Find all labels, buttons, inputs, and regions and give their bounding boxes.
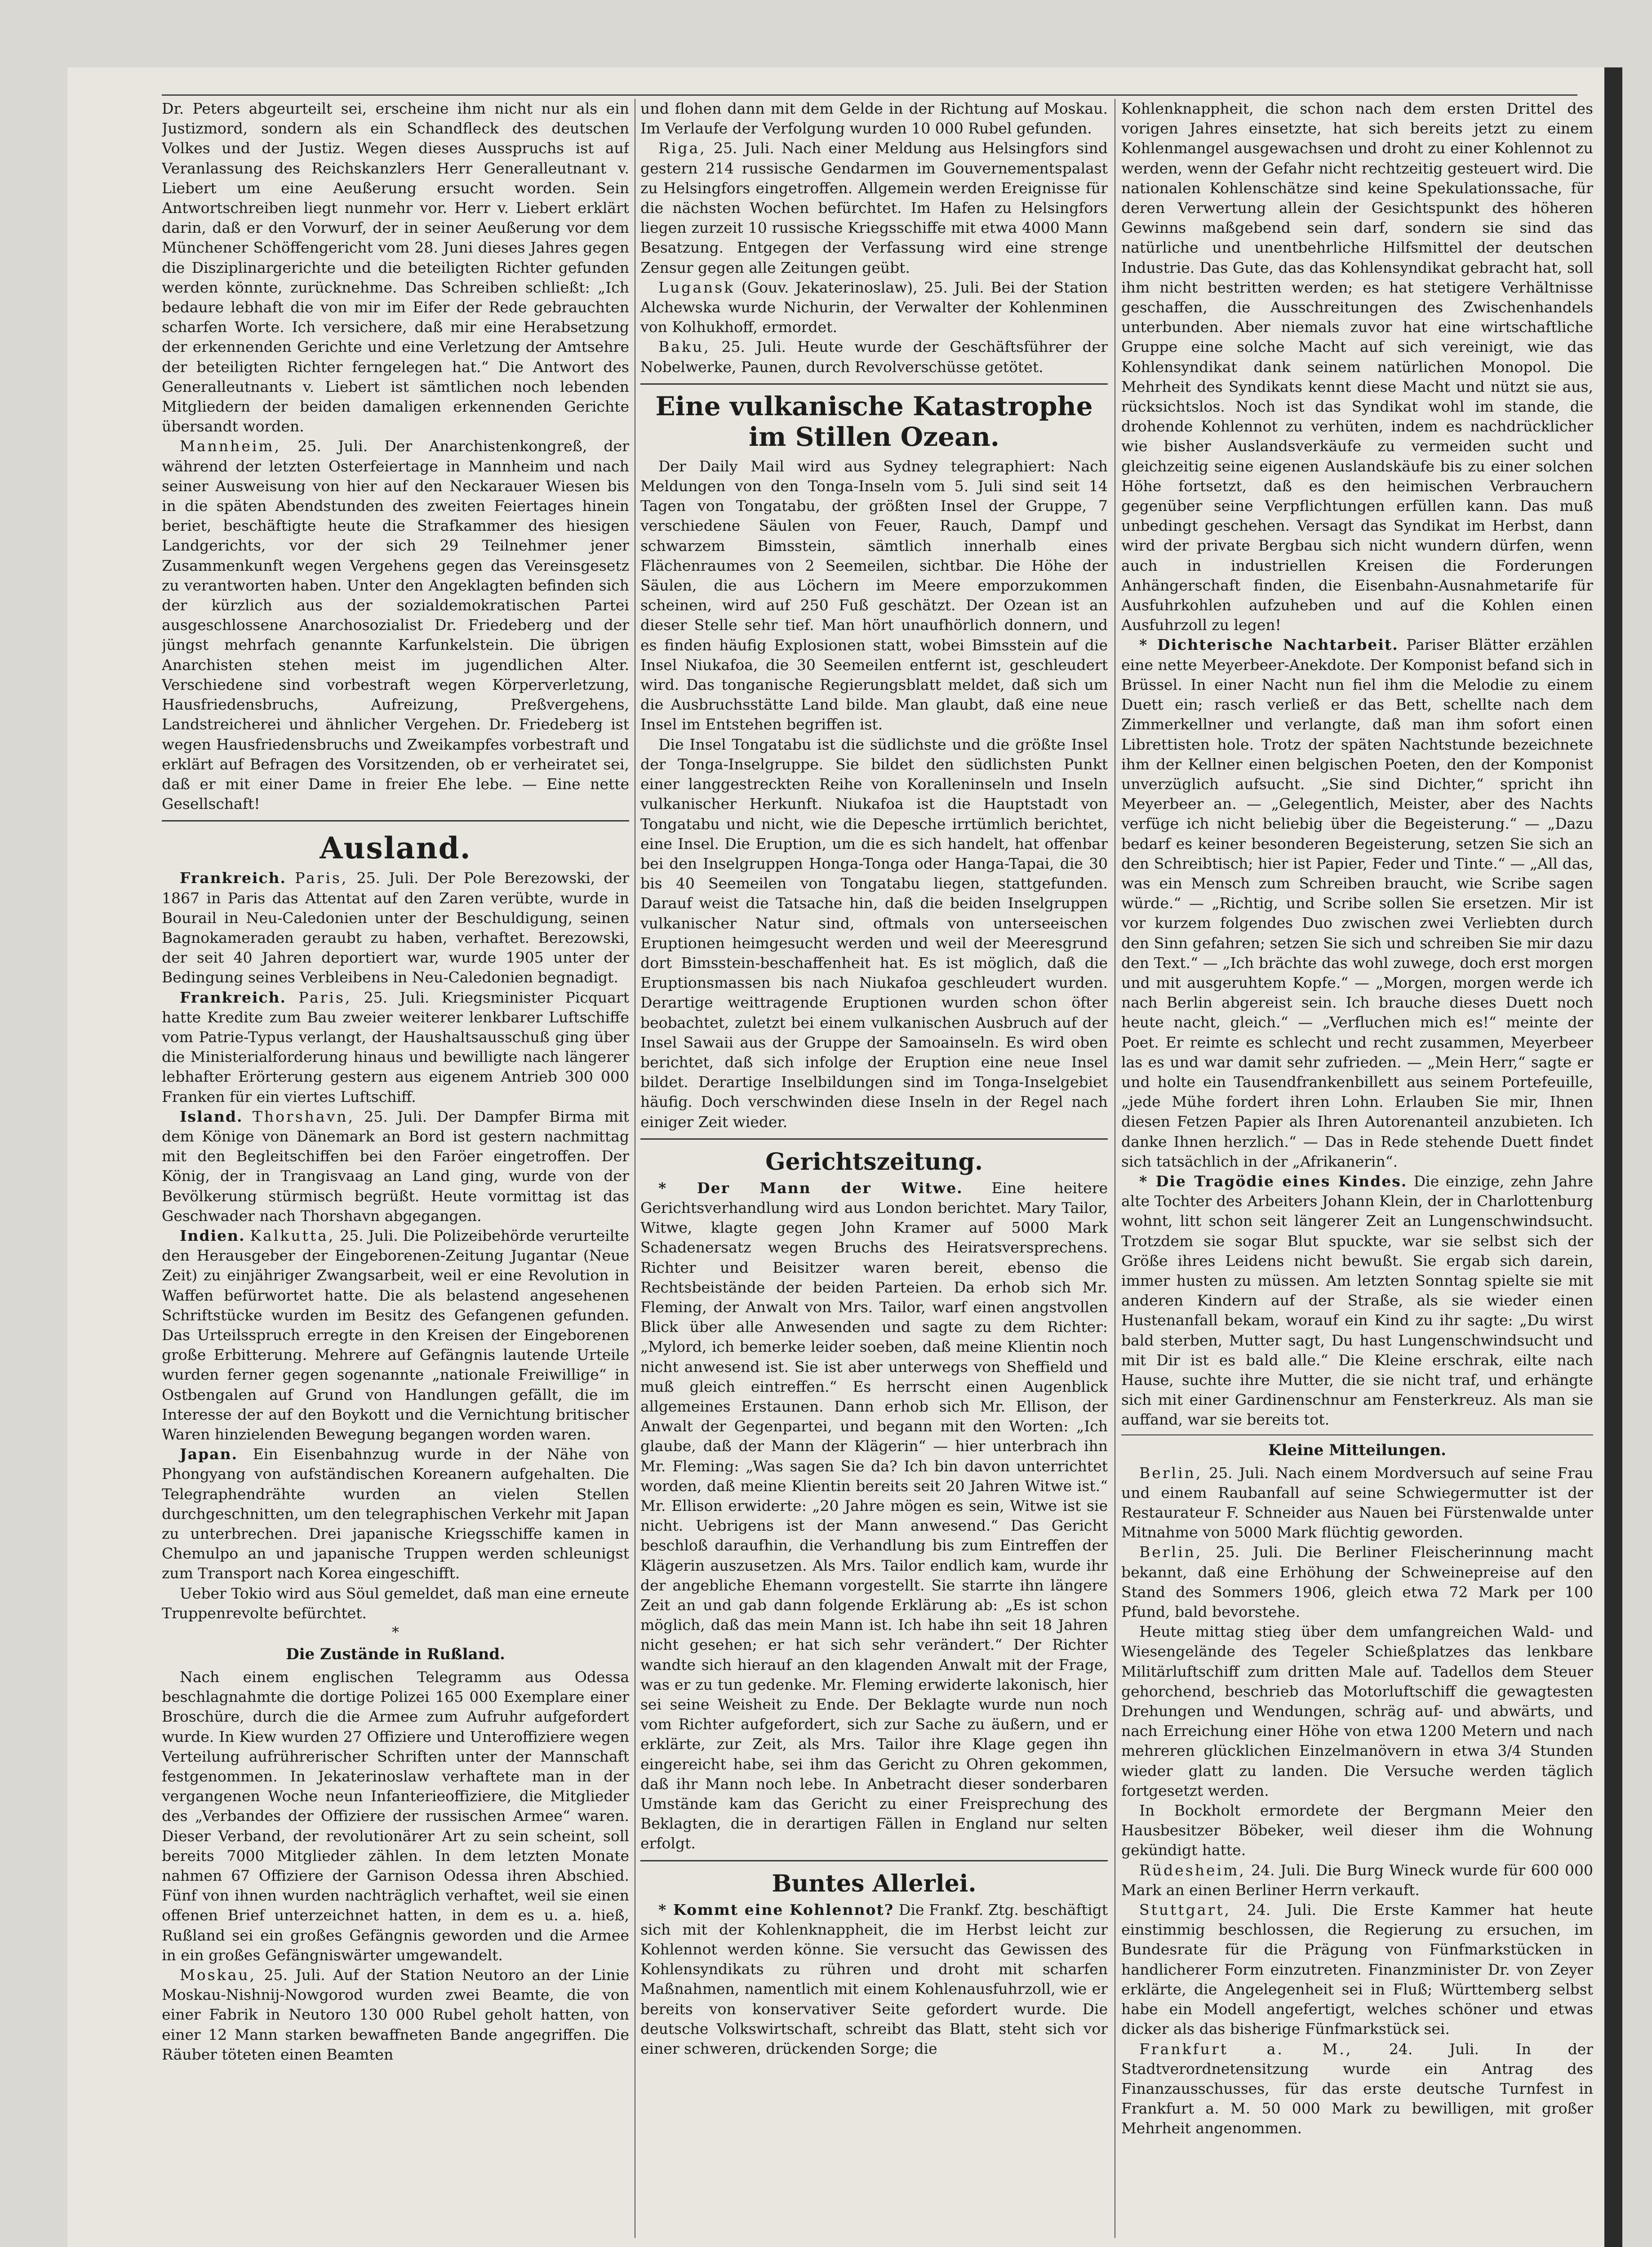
dateline: Paris, [298,988,352,1006]
news-item [162,1107,629,1226]
dateline: Paris, [295,869,348,887]
news-item: und flohen dann mit dem Gelde in der Richtung auf Moskau. Im Verlaufe der Verfolgung wurden 10 000 Rubel gefunden. [640,100,1108,138]
news-item: In Bockholt ermordete der Bergmann Meier den Hausbesitzer Böbeker, weil dieser ihm die Wohnung gekündigt hatte. [1121,1802,1593,1859]
article-text: Die einzige, zehn Jahre alte Tochter des Arbeiters Johann Klein, der in Charlottenburg wohnt, litt schon seit längerer Zeit an Lungenschwindsucht. Trotzdem sie sogar Blut spuckte, war sie selbst sich der Größe ihres Leidens nicht bewußt. Sie ergab sich darein, immer husten zu müssen. Am letzten Sonntag spielte sie mit anderen Kindern auf der Straße, als sie wieder einen Hustenanfall bekam, worauf ein Kind zu ihr sagte: „Du wirst bald sterben, Mutter sagt, Du hast Lungenschwindsucht und mit Dir ist es bald alle.“ Die Kleine erschrak, eilte nach Hause, suchte ihre Mutter, die sie nicht traf, und erhängte sich mit einer Gardinenschnur am Fensterkreuz. Als man sie auffand, war sie bereits tot. [1121,1172,1593,1429]
column-2 [640,99,1108,2059]
news-item [162,1444,629,1583]
news-item [640,278,1108,337]
news-item [162,1226,629,1444]
article-text: 24. Juli. Die Burg Wineck wurde für 600 000 Mark an einen Berliner Herrn verkauft. [1121,1861,1593,1899]
dateline: Berlin, [1139,1464,1203,1482]
article-text: 25. Juli. Kriegsminister Picquart hatte Kredite zum Bau zweier weiterer lenkbarer Luftschiffe vom Patrie-Typus verlangt, der Haushaltsausschuß ging über die Ministerialforderung hinaus und bewilligte nach längerer lebhafter Erörterung gestern aus eigenem Antrieb 300 000 Franken für ein viertes Luftschiff. [162,988,629,1106]
section-rule [640,1860,1108,1861]
dateline: Lugansk [658,278,735,296]
news-item [1121,2039,1593,2139]
news-item [162,988,629,1107]
section-rule [640,1138,1108,1140]
article-title: * Dichterische Nachtarbeit. [1139,636,1399,654]
article-text: Pariser Blätter erzählen eine nette Meyerbeer-Anekdote. Der Komponist befand sich in Brüssel. In einer Nacht nun fiel ihm die Melodie zu einem Duett ein; rasch verließ er das Bett, schellte nach dem Zimmerkellner und verlangte, daß man ihm sofort einen Librettisten hole. Trotz der späten Nachtstunde bezeichnete ihm der Kellner einen belgischen Poeten, den der Komponist unverzüglich aufsucht. „Sie sind Dichter,“ spricht ihn Meyerbeer an. — „Gelegentlich, Meister, aber des Nachts verfüge ich nicht beliebig über die Begeisterung.“ — „Dazu bedarf es keiner besonderen Begeisterung, setzen Sie sich an den Schreibtisch; hier ist Papier, Feder und Tinte.“ — „All das, was ein Mensch zum Schreiben braucht, wie Scribe sagen würde.“ — „Richtig, und Scribe sollen Sie ersetzen. Mir ist vor kurzem folgendes Duo zwischen zwei Verliebten durch den Sinn gefahren; setzen Sie sich und schreiben Sie mir dazu den Text.“ — „Ich brächte das wohl zuwege, doch erst morgen und mit ausgeruhtem Kopfe.“ — „Morgen, morgen werde ich nach Berlin abgereist sein. Ich brauche dieses Duett noch heute nacht, gleich.“ — „Verfluchen mich es!“ meinte der Poet. Er reimte es schlecht und recht zusammen, Meyerbeer las es und war damit sehr zufrieden. — „Mein Herr,“ sagte er und holte ein Tausendfrankenbillett aus seinem Portefeuille, „jede Mühe fordert ihren Lohn. Erlauben Sie mir, Ihnen diesen Fetzen Papier als Ihren Autorenanteil anzubieten. Ich danke Ihnen herzlich.“ — Das in Rede stehende Duett findet sich tatsächlich in der „Afrikanerin“. [1121,636,1593,1170]
article-text: 25. Juli. Heute wurde der Geschäftsführer der Nobelwerke, Paunen, durch Revolverschüsse getötet. [640,338,1108,376]
dateline: Thorshavn, [252,1107,355,1125]
news-item [1121,1463,1593,1543]
section-heading-ausland: Ausland. [320,830,471,866]
dateline: Baku, [658,338,711,356]
article-text: 25. Juli. Die Berliner Fleischerinnung macht bekannt, daß eine Erhöhung der Schweinepreise auf den Stand des Sommers 1906, gleich etwa 72 Mark per 100 Pfund, bald bevorstehe. [1121,1543,1593,1621]
news-item [640,138,1108,277]
article-text: 25. Juli. Nach einer Meldung aus Helsingfors sind gestern 214 russische Gendarmen im Gouvernementspalast zu Helsingfors eingetroffen. Allgemein werden Ereignisse für die nächsten Wochen befürchtet. Im Hafen zu Helsingfors liegen zurzeit 10 russische Kriegsschiffe mit etwa 4000 Mann Besatzung. Entgegen der Verfassung wird eine strenge Zensur gegen alle Zeitungen geübt. [640,139,1108,276]
subheading-russland: Die Zustände in Rußland. [286,1645,505,1664]
article-text: 24. Juli. In der Stadtverordnetensitzung wurde ein Antrag des Finanzausschusses, für das erste deutsche Turnfest in Frankfurt a. M. 50 000 Mark zu bewilligen, mit großer Mehrheit angenommen. [1121,2040,1593,2137]
article-text: Die Frankf. Ztg. beschäftigt sich mit der Kohlenknappheit, die im Herbst leicht zur Kohlennot werden könne. Sie versucht das Gewissen des Kohlensyndikats zu rühren und droht mit scharfen Maßnahmen, namentlich mit einem Kohlenausfuhrzoll, wie er bereits von konservativer Seite gefordert wurde. Die deutsche Volkswirtschaft, schreibt das Blatt, steht sich vor einer schweren, drückenden Sorge; die [640,1901,1108,2058]
article-paragraph [1121,635,1593,1171]
article-text: (Gouv. Jekaterinoslaw), 25. Juli. Bei der Station Alchewska wurde Nichurin, der Verwalter der Kohlenminen von Kolhukhoff, ermordet. [640,278,1108,336]
dateline: Rüdesheim, [1139,1861,1246,1879]
article-title: * Die Tragödie eines Kindes. [1139,1172,1408,1190]
country-label: Indien. [180,1226,245,1244]
article-text: 25. Juli. Der Pole Berezowski, der 1867 in Paris das Attentat auf den Zaren verübte, wurde in Bourail in Neu-Caledonien unter der Beschuldigung, seinen Bagnokameraden geraubt zu haben, verhaftet. Berezowski, der seit 40 Jahren deportiert war, wurde 1905 unter der Bedingung seines Verbleibens in Neu-Caledonien begnadigt. [162,869,629,986]
article-text: 25. Juli. Der Dampfer Birma mit dem Könige von Dänemark an Bord ist gestern nachmittag mit den Begleitschiffen bei den Faröer eingetroffen. Der König, der in Trangisvaag an Land ging, wurde von der Bevölkerung stürmisch begrüßt. Heute vormittag ist das Geschwader nach Thorshavn abgegangen. [162,1107,629,1225]
liebert-article: Dr. Peters abgeurteilt sei, erscheine ihm nicht nur als ein Justizmord, sondern als ein Schandfleck des deutschen Volkes und der Justiz. Wegen dieses Ausspruchs ist auf Veranlassung des Reichskanzlers Herr Generalleutnant v. Liebert um eine Aeußerung ersucht worden. Sein Antwortschreiben liegt nunmehr vor. Herr v. Liebert erklärt darin, daß er den Vorwurf, der in seiner Aeußerung vor dem Münchener Schöffengericht vom 28. Juni dieses Jahres gegen die Disziplinargerichte und die beteiligten Richter gefunden werden könnte, zurücknehme. Das Schreiben schließt: „Ich bedaure lebhaft die von mir im Eifer der Rede gebrauchten scharfen Worte. Ich versichere, daß mir eine Herabsetzung der erkennenden Gerichte und eine Verletzung der Amtsehre der beteiligten Richter ferngelegen hat.“ Die Antwort des Generalleutnants v. Liebert ist sämtlichen noch lebenden Mitgliedern der beiden damaligen erkennenden Gerichte übersandt worden. [162,100,629,435]
country-label: Frankreich. [180,988,286,1006]
article-title: * Kommt eine Kohlennot? [658,1901,894,1918]
article-title: * Der Mann der Witwe. [658,1179,963,1197]
article-paragraph: Die Insel Tongatabu ist die südlichste und die größte Insel der Tonga-Inselgruppe. Sie bildet den südlichsten Punkt einer langgestreckten Reihe von Koralleninseln und Inseln vulkanischer Herkunft. Niukafoa ist die Hauptstadt von Tongatabu und nicht, wie die Depesche irrtümlich berichtet, eine Insel. Die Eruption, um die es sich handelt, hat offenbar bei den Inselgruppen Honga-Tonga oder Hanga-Tapai, die 30 bis 40 Seemeilen von Tongatabu liegen, stattgefunden. Darauf weist die Tatsache hin, daß die beiden Inselgruppen vulkanischer Natur sind, oftmals von unterseeischen Eruptionen heimgesucht werden und weil der Meeresgrund dort Bimsstein-beschaffenheit hat. Es ist möglich, daß die Eruptionsmassen bis nach Niukafoa geschleudert wurden. Derartige weittragende Eruptionen wurden schon öfter beobachtet, zuletzt bei einem vulkanischen Ausbruch auf der Insel Sawaii aus der Gruppe der Samoainseln. Es wird oben berichtet, daß sich infolge der Eruption eine neue Insel bildet. Derartige Inselbildungen sind im Tonga-Inselgebiet häufig. Doch verschwinden diese Inseln in der Regel nach einiger Zeit wieder. [640,735,1108,1131]
article-paragraph: Kohlenknappheit, die schon nach dem ersten Drittel des vorigen Jahres einsetzte, hat sich bereits jetzt zu einem Kohlenmangel ausgewachsen und droht zu einer Kohlennot zu werden, wenn der Gefahr nicht rechtzeitig gesteuert wird. Die nationalen Kohlenschätze sind keine Spekulationssache, für deren Verwertung allein der Gesichtspunkt des höheren Gewinns maßgebend sein darf, sondern sie sind das natürliche und unentbehrliche Hilfsmittel der deutschen Industrie. Das Gute, das das Kohlensyndikat gebracht hat, soll ihm nicht bestritten werden; es hat stetigere Verhältnisse geschaffen, die Ausschreitungen des Zwischenhandels unterbunden. Aber niemals zuvor hat eine wirtschaftliche Gruppe eine solche Macht auf sich vereinigt, wie das Kohlensyndikat dank seinem natürlichen Monopol. Die Mehrheit des Syndikats kennt diese Macht und nützt sie aus, rücksichtslos. Noch ist das Syndikat wohl im stande, die drohende Kohlennot zu verhüten, indem es nachdrücklicher wie bisher Auslandsverkäufe zu vermeiden sucht und gleichzeitig seine eigenen Auslandskäufe bis zu einer solchen Höhe fortsetzt, daß es den heimischen Verbrauchern gegenüber seine Verpflichtungen erfüllen kann. Das muß unbedingt geschehen. Versagt das Syndikat im Herbst, dann wird der private Bergbau sich nicht wundern dürfen, wenn auch in industriellen Kreisen die Forderungen Anhängerschaft finden, die Eisenbahn-Ausnahmetarife für Ausfuhrkohlen aufzuheben und auf die Kohlen einen Ausfuhrzoll zu legen! [1121,100,1593,634]
news-item [162,868,629,987]
headline-vulkan: Eine vulkanische Katastrophe im Stillen Ozean. [655,391,1093,452]
article-text: 25. Juli. Die Polizeibehörde verurteilte den Herausgeber der Eingeborenen-Zeitung Jugantar (Neue Zeit) zu einjähriger Zwangsarbeit, weil er eine Revolution in Waffen befürwortet hatte. Die als belastend angesehenen Schriftstücke wurden im Besitz des Gefangenen gefunden. Das Urteilsspruch erregte in den Kreisen der Eingeborenen große Erbitterung. Mehrere auf Gefängnis lautende Urteile wurden ferner gegen sogenannte „nationale Freiwillige“ in Ostbengalen auf Grund von Handlungen gefällt, die im Interesse der auf den Boykott und die Vernichtung britischer Waren hinzielenden Bewegung begangen worden waren. [162,1226,629,1443]
dateline: Mannheim, [180,437,281,455]
news-item: Ueber Tokio wird aus Söul gemeldet, daß man eine erneute Truppenrevolte befürchtet. [162,1584,629,1622]
dateline: Riga, [658,139,706,157]
article-paragraph [640,1900,1108,2059]
article-text: Ein Eisenbahnzug wurde in der Nähe von Phongyang von aufständischen Koreanern aufgehalten. Die Telegraphendrähte wurden an vielen Stellen durchgeschnitten, um den telegraphischen Verkehr mit Japan zu unterbrechen. Drei japanische Kriegsschiffe kamen in Chemulpo an und japanische Truppen werden schleunigst zum Transport nach Korea eingeschifft. [162,1445,629,1582]
mannheim-article [162,436,629,814]
article-text: 24. Juli. Die Erste Kammer hat heute einstimmig beschlossen, die Regierung zu ersuchen, im Bundesrate für die Prägung von Fünfmarkstücken in handlicherer Form einzutreten. Finanzminister Dr. von Zeyer erklärte, die Angelegenheit sei in Fluß; Württemberg selbst habe ein Modell angefertigt, welches schöner und etwas dicker als das bisherige Fünfmarkstück sei. [1121,1901,1593,2038]
dateline: Berlin, [1139,1543,1203,1561]
dateline: Frankfurt a. M., [1139,2040,1353,2058]
top-rule [162,94,1577,96]
news-item: Nach einem englischen Telegramm aus Odessa beschlagnahmte die dortige Polizei 165 000 Exemplare einer Broschüre, durch die die Armee zum Aufruhr aufgefordert wurde. In Kiew wurden 27 Offiziere und Unteroffiziere wegen Verteilung aufrührerischer Schriften unter der Mannschaft festgenommen. In Jekaterinoslaw verhaftete man in der vergangenen Woche neun Infanterieoffiziere, die Mitglieder des „Verbandes der Offiziere der russischen Armee“ waren. Dieser Verband, der revolutionärer Art zu sein scheint, soll bereits 7000 Mitglieder zählen. In dem letzten Monate nahmen 67 Offiziere der Garnison Odessa ihren Abschied. Fünf von ihnen wurden nachträglich verhaftet, weil sie einen offenen Brief unterzeichnet hatten, in dem es u. a. hieß, Rußland sei ein großes Gefängnis geworden und die Armee in ein großes Gefängniswärter umgewandelt. [162,1668,629,1964]
section-heading-buntes-allerlei: Buntes Allerlei. [772,1870,977,1897]
newspaper-page [67,67,1622,2247]
article-paragraph [640,1178,1108,1854]
news-item [1121,1861,1593,1900]
section-heading-kleine-mitteilungen: Kleine Mitteilungen. [1268,1441,1447,1459]
section-rule [162,820,629,822]
column-1 [162,99,629,2065]
dateline: Stuttgart, [1139,1901,1231,1919]
article-text: 25. Juli. Der Anarchistenkongreß, der während der letzten Osterfeiertage in Mannheim und nach seiner Ausweisung von hier auf den Neckarauer Wiesen bis in die späten Abendstunden des zweiten Feiertages hinein beriet, beschäftigte heute die Strafkammer des hiesigen Landgerichts, vor der sich 29 Teilnehmer jener Zusammenkunft wegen Vergehens gegen das Vereinsgesetz zu verantworten haben. Unter den Angeklagten befinden sich der kürzlich aus der sozialdemokratischen Partei ausgeschlossene Anarchosozialist Dr. Friedeberg und der jüngst mehrfach genannte Karfunkelstein. Die übrigen Anarchisten stehen meist im jugendlichen Alter. Verschiedene sind vorbestraft wegen Körperverletzung, Hausfriedensbruchs, Aufreizung, Preßvergehens, Landstreicherei und ähnlicher Vergehen. Dr. Friedeberg ist wegen Hausfriedensbruchs und Zweikampfes vorbestraft und erklärt auf Befragen des Vorsitzenden, ob er verheiratet sei, daß er mit einer Dame in freier Ehe lebe. — Eine nette Gesellschaft! [162,437,629,813]
country-label: Frankreich. [180,869,286,887]
article-paragraph [1121,1172,1593,1430]
dateline: Moskau, [180,1966,257,1984]
article-paragraph: Der Daily Mail wird aus Sydney telegraphiert: Nach Meldungen von den Tonga-Inseln vom 5. Juli sind seit 14 Tagen von Tongatabu, der größten Insel der Gruppe, 7 verschiedene Säulen von Feuer, Rauch, Dampf und schwarzem Bimsstein, sämtlich innerhalb eines Flächenraumes von 2 Seemeilen, sichtbar. Die Höhe der Säulen, die aus Löchern im Meere emporzukommen scheinen, wird auf 250 Fuß geschätzt. Der Ozean ist an dieser Stelle sehr tief. Man hört unaufhörlich donnern, und es finden häufig Explosionen statt, wobei Bimsstein auf die Insel Niukafoa, die 30 Seemeilen entfernt ist, geschleudert wird. Das tonganische Regierungsblatt meldet, daß sich um die Ausbruchsstätte Land bilde. Man glaubt, daß eine neue Insel im Entstehen begriffen ist. [640,457,1108,733]
news-item: Heute mittag stieg über dem umfangreichen Wald- und Wiesengelände des Tegeler Schießplatzes das lenkbare Militärluftschiff zum dritten Male auf. Tadellos dem Steuer gehorchend, beschrieb das Motorluftschiff die gewagtesten Drehungen und Wendungen, schräg auf- und abwärts, und nach Erreichung einer Höhe von etwa 1200 Metern und nach mehreren glücklichen Einzelmanövern in etwa 3/4 Stunden wieder glatt zu landen. Die Versuche werden täglich fortgesetzt werden. [1121,1623,1593,1799]
country-label: Island. [180,1107,243,1125]
news-item [1121,1900,1593,2039]
section-rule [640,383,1108,385]
section-heading-gerichtszeitung: Gerichtszeitung. [765,1148,983,1176]
country-label: Japan. [180,1445,238,1463]
article-text: 25. Juli. Auf der Station Neutoro an der Linie Moskau-Nishnij-Nowgorod wurden zwei Beamte, die von einer Fabrik in Neutoro 130 000 Rubel geholt hatten, von einer 12 Mann starken bewaffneten Bande angegriffen. Die Räuber töteten einen Beamten [162,1966,629,2063]
separator-star: * [392,1624,399,1641]
column-3 [1121,99,1593,2139]
news-item [1121,1542,1593,1622]
dateline: Kalkutta, [250,1226,335,1244]
article-text: Eine heitere Gerichtsverhandlung wird aus London berichtet. Mary Tailor, Witwe, klagte gegen John Kramer auf 5000 Mark Schadenersatz wegen Bruchs des Heiratsversprechens. Richter und Beisitzer waren bereit, ebenso die Rechtsbeistände der beiden Parteien. Da erhob sich Mr. Fleming, der Anwalt von Mrs. Tailor, warf einen angstvollen Blick über alle Anwesenden und sagte zu dem Richter: „Mylord, ich bemerke leider soeben, daß meine Klientin noch nicht anwesend ist. Sie ist aber unterwegs von Sheffield und muß gleich eintreffen.“ Es herrscht einen Augenblick allgemeines Erstaunen. Dann erhob sich Mr. Ellison, der Anwalt der Gegenpartei, und begann mit den Worten: „Ich glaube, daß der Mann der Klägerin“ — hier unterbrach ihn Mr. Fleming: „Was sagen Sie da? Ich bin davon unterrichtet worden, daß meine Klientin bereits seit 20 Jahren Witwe ist.“ Mr. Ellison erwiderte: „20 Jahre mögen es sein, Witwe ist sie nicht. Uebrigens ist der Mann anwesend.“ Das Gericht beschloß daraufhin, die Verhandlung bis zum Eintreffen der Klägerin auszusetzen. Als Mrs. Tailor endlich kam, wurde ihr der angebliche Ehemann vorgestellt. Sie starrte ihn längere Zeit an und gab dann folgende Erklärung ab: „Es ist schon möglich, daß das mein Mann ist. Ich habe ihn seit 18 Jahren nicht gesehen; er hat sich sehr verändert.“ Der Richter wandte sich hierauf an den klagenden Anwalt mit der Frage, was er zu tun gedenke. Mr. Fleming erwiderte lakonisch, hier sei seine Weisheit zu Ende. Der Beklagte wurde nun noch vom Richter aufgefordert, sich zur Sache zu äußern, und er erklärte, zur Zeit, als Mrs. Tailor ihre Klage gegen ihn eingereicht habe, sei ihm das Gericht zu Ohren gekommen, daß ihr Mann noch lebe. In Anbetracht dieser sonderbaren Umstände kam das Gericht zu einer Freisprechung des Beklagten, die in derartigen Fällen in England nur selten erfolgt. [640,1179,1108,1852]
news-item [640,337,1108,377]
article-text: 25. Juli. Nach einem Mordversuch auf seine Frau und einem Raubanfall auf seine Schwiegermutter ist der Restaurateur F. Schneider aus Nauen bei Fürstenwalde unter Mitnahme von 5000 Mark flüchtig geworden. [1121,1464,1593,1541]
section-rule [1121,1434,1593,1435]
news-item [162,1965,629,2065]
